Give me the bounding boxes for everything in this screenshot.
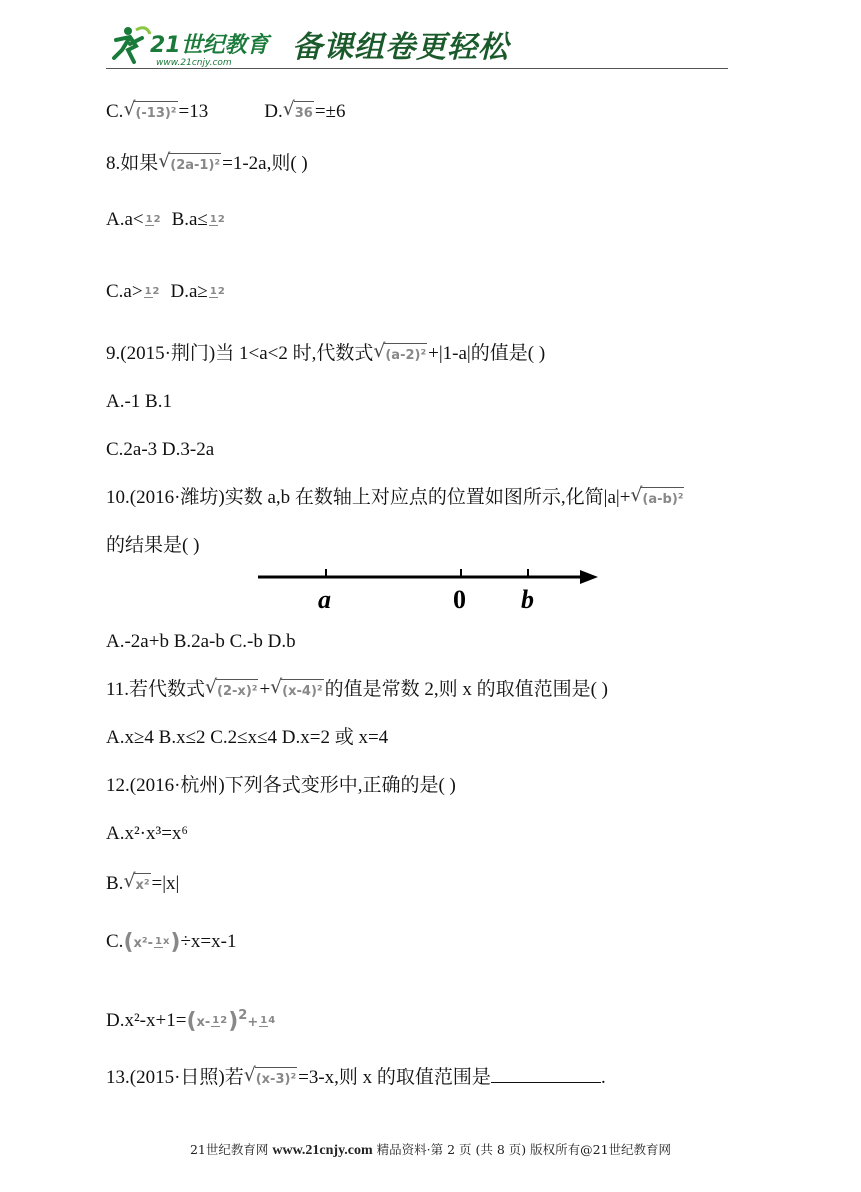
denominator: 2 — [152, 286, 160, 298]
expression: x²- — [133, 936, 153, 951]
radical — [158, 152, 221, 178]
q10-stem-cont: 的结果是( ) — [106, 535, 200, 556]
question-text: 9.(2015·荆门)当 1<a<2 时,代数式 — [106, 343, 374, 364]
radicand: (a-2)² — [384, 343, 427, 368]
brand-logo — [106, 22, 286, 68]
option-text: A.a< — [106, 209, 144, 230]
q12-option-d — [106, 1004, 276, 1035]
footer-url[interactable]: www.21cnjy.com — [272, 1143, 373, 1158]
axis-arrow-icon — [580, 570, 598, 584]
denominator: 4 — [268, 1015, 276, 1027]
numerator: 1 — [212, 1015, 220, 1027]
footer-site: 21世纪教育网 — [189, 1142, 269, 1157]
question-text: . — [600, 1067, 606, 1088]
question-text: =1-2a,则( ) — [222, 153, 308, 174]
numerator: 1 — [209, 286, 217, 298]
option-label: C. — [106, 101, 124, 122]
q13-stem — [106, 1064, 606, 1092]
right-paren: ) — [170, 929, 181, 955]
label-b: b — [521, 585, 534, 614]
expression: x- — [196, 1015, 211, 1031]
question-text: =3-x,则 x 的取值范围是 — [298, 1067, 491, 1088]
radicand: (-13)² — [134, 101, 177, 126]
numerator: 1 — [145, 214, 153, 226]
left-paren: ( — [123, 929, 134, 955]
right-paren: ) — [228, 1008, 239, 1034]
page-header — [106, 18, 728, 70]
operator: + — [259, 679, 271, 700]
label-a: a — [318, 585, 331, 614]
footer-info: 精品资料·第 2 页 (共 8 页) 版权所有@21世纪教育网 — [376, 1142, 672, 1157]
option-text: =|x| — [151, 873, 180, 894]
header-divider — [106, 68, 728, 69]
radicand: (x-3)² — [255, 1067, 297, 1092]
logo-text: 21世纪教育 — [150, 33, 269, 58]
option-label: D.x²-x+1= — [106, 1010, 187, 1032]
denominator: x — [162, 936, 170, 948]
brand-slogan: 备课组卷更轻松 — [292, 30, 509, 65]
question-text: 11.若代数式 — [106, 679, 206, 700]
fraction — [144, 287, 160, 298]
option-text: =13 — [178, 101, 209, 122]
q10-stem — [106, 486, 685, 512]
question-text: 13.(2015·日照)若 — [106, 1067, 244, 1088]
option-label: B. — [106, 873, 124, 894]
numerator: 1 — [154, 936, 162, 948]
fraction — [145, 215, 161, 226]
exponent: 2 — [238, 1008, 248, 1023]
radical — [244, 1066, 297, 1092]
option-text: C.a> — [106, 281, 143, 302]
radicand: 36 — [294, 101, 314, 126]
q12-option-a: A.x²·x³=x⁶ — [106, 823, 189, 844]
option-label: D. — [264, 101, 283, 122]
q9-options-ab: A.-1 B.1 — [106, 391, 172, 412]
option-text: ÷x=x-1 — [180, 931, 237, 952]
q10-options: A.-2a+b B.2a-b C.-b D.b — [106, 631, 296, 652]
question-text: 的值是常数 2,则 x 的取值范围是( ) — [324, 679, 608, 700]
radicand: (2-x)² — [216, 679, 258, 704]
page-footer — [0, 1140, 861, 1159]
radicand: (x-4)² — [281, 679, 323, 704]
q7-options-cd — [106, 100, 345, 126]
radical — [123, 100, 177, 126]
q12-option-b — [106, 872, 179, 898]
denominator: 2 — [220, 1015, 228, 1027]
label-0: 0 — [453, 585, 466, 614]
q8-options-cd — [106, 280, 226, 304]
q12-option-c — [106, 930, 236, 956]
fraction — [209, 215, 225, 226]
numerator: 1 — [260, 1015, 268, 1027]
logo-url: www.21cnjy.com — [156, 58, 232, 68]
q8-options-ab — [106, 208, 226, 232]
q8-stem — [106, 152, 308, 178]
option-label: C. — [106, 931, 124, 952]
radical — [123, 872, 150, 898]
fraction — [211, 1016, 227, 1027]
question-text: 8.如果 — [106, 153, 159, 174]
numerator: 1 — [144, 286, 152, 298]
operator: + — [247, 1015, 259, 1031]
runner-icon — [114, 27, 150, 62]
radical — [373, 342, 427, 368]
option-text: =±6 — [314, 101, 346, 122]
option-text: D.a≥ — [170, 281, 208, 302]
left-paren: ( — [186, 1008, 197, 1034]
radicand: (a-b)² — [641, 487, 684, 512]
denominator: 2 — [217, 286, 225, 298]
answer-blank[interactable] — [491, 1064, 601, 1083]
q9-stem — [106, 342, 545, 368]
radical — [205, 678, 258, 704]
number-line-figure — [258, 566, 598, 616]
radical — [270, 678, 323, 704]
fraction — [154, 937, 169, 948]
radical — [283, 100, 314, 126]
q12-stem: 12.(2016·杭州)下列各式变形中,正确的是( ) — [106, 775, 456, 796]
question-text: 10.(2016·潍坊)实数 a,b 在数轴上对应点的位置如图所示,化简|a|+ — [106, 487, 631, 508]
denominator: 2 — [153, 214, 161, 226]
radicand: (2a-1)² — [169, 153, 221, 178]
radicand: x² — [134, 873, 150, 898]
question-text: +|1-a|的值是( ) — [428, 343, 546, 364]
radical — [630, 486, 684, 512]
fraction — [259, 1016, 275, 1027]
q11-stem — [106, 678, 608, 704]
numerator: 1 — [209, 214, 217, 226]
denominator: 2 — [217, 214, 225, 226]
q9-options-cd: C.2a-3 D.3-2a — [106, 439, 215, 460]
q11-options: A.x≥4 B.x≤2 C.2≤x≤4 D.x=2 或 x=4 — [106, 727, 389, 748]
option-text: B.a≤ — [171, 209, 208, 230]
fraction — [209, 287, 225, 298]
